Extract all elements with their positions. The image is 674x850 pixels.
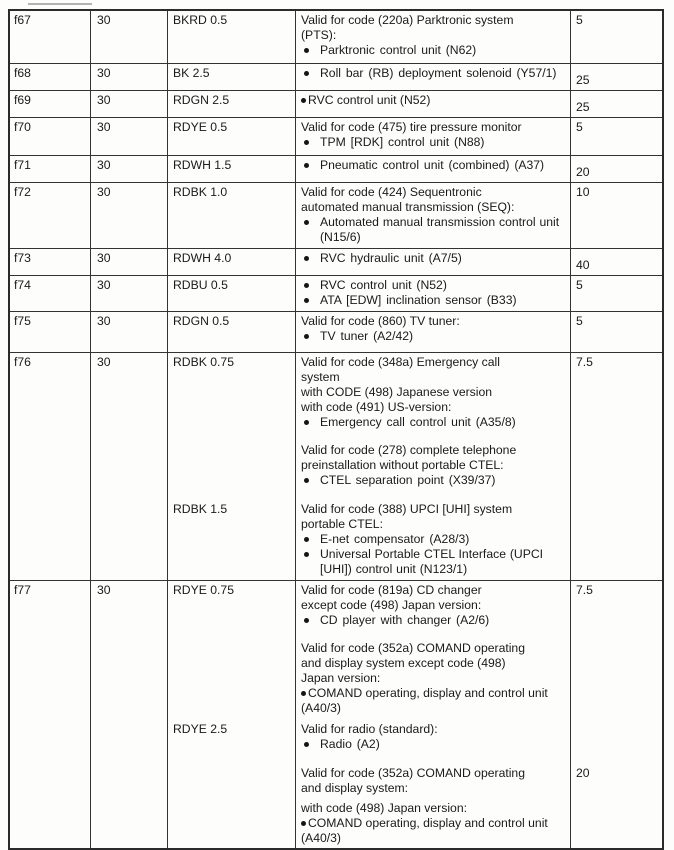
wire-code: RDWH 1.5 <box>173 158 232 172</box>
bullet-item <box>301 532 566 547</box>
bullet-text: TPM [RDK] control unit (N88) <box>320 135 485 149</box>
description-line: and display system: <box>301 781 409 795</box>
bullet-text: Automated manual transmission control unit (N15/6) <box>320 215 560 244</box>
description-line: Valid for code (475) tire pressure monitor <box>301 120 522 134</box>
bullet-item <box>301 329 566 344</box>
fuse-label: f69 <box>14 93 31 107</box>
fuse-cell <box>10 312 90 352</box>
bullet-item <box>301 415 566 430</box>
fuse-cell <box>10 249 90 275</box>
value-cell <box>570 353 662 500</box>
description-cell <box>295 183 570 248</box>
description-line: preinstallation without portable CTEL: <box>301 458 504 472</box>
amp-label: 30 <box>97 314 111 328</box>
description-line: (PTS): <box>301 28 337 42</box>
bullet-icon <box>304 742 309 747</box>
wire-code: RDBK 0.75 <box>173 355 234 369</box>
amp-cell <box>90 11 167 63</box>
amp-cell <box>90 118 167 155</box>
wire-sections <box>167 581 662 848</box>
description-cell <box>295 249 570 275</box>
wire-cell <box>167 353 295 500</box>
table-row <box>10 11 662 63</box>
description-cell <box>295 118 570 155</box>
value-label: 5 <box>576 314 583 328</box>
value-label: 5 <box>576 120 583 134</box>
amp-label: 30 <box>97 251 111 265</box>
amp-label: 30 <box>97 583 111 597</box>
fuse-label: f76 <box>14 355 31 369</box>
amp-label: 30 <box>97 158 111 172</box>
fuse-cell <box>10 353 90 580</box>
value-cell <box>570 720 662 764</box>
wire-code: RDYE 2.5 <box>173 722 228 736</box>
wire-code: RDBK 1.5 <box>173 502 228 516</box>
description-line: Valid for code (388) UPCI [UHI] system <box>301 502 513 516</box>
fuse-cell <box>10 183 90 248</box>
wire-sections <box>167 353 662 580</box>
wire-section <box>167 581 662 720</box>
amp-cell <box>90 249 167 275</box>
fuse-label: f75 <box>14 314 31 328</box>
value-label: 20 <box>576 766 590 780</box>
bullet-item <box>301 547 566 577</box>
wire-section <box>167 353 662 500</box>
description-cell <box>295 91 570 117</box>
table-row <box>10 117 662 155</box>
description-line: Valid for code (348a) Emergency call <box>301 355 500 369</box>
wire-cell <box>167 764 295 848</box>
bullet-text: COMAND operating, display and control unit <box>308 686 548 700</box>
description-line: Valid for code (220a) Parktronic system <box>301 13 514 27</box>
value-cell <box>570 64 662 90</box>
description-line: with CODE (498) Japanese version <box>301 385 493 399</box>
bullet-item <box>301 278 566 293</box>
bullet-text: Radio (A2) <box>320 737 380 751</box>
description-line: Japan version: <box>301 671 381 685</box>
bullet-icon <box>304 537 309 542</box>
description-cell <box>295 353 570 500</box>
wire-cell <box>167 156 295 182</box>
bullet-icon <box>304 478 309 483</box>
fuse-cell <box>10 64 90 90</box>
description-line: Valid for code (860) TV tuner: <box>301 314 460 328</box>
value-label: 40 <box>576 258 590 272</box>
bullet-text: CTEL separation point (X39/37) <box>320 473 496 487</box>
value-cell <box>570 276 662 311</box>
description-line: with code (491) US-version: <box>301 400 452 414</box>
amp-cell <box>90 312 167 352</box>
description-line: Valid for code (424) Sequentronic <box>301 185 482 199</box>
value-cell <box>570 500 662 580</box>
description-line: and display system except code (498) <box>301 656 506 670</box>
value-label: 5 <box>576 13 583 27</box>
description-line: with code (498) Japan version: <box>301 801 467 815</box>
table-row <box>10 90 662 117</box>
bullet-text: CD player with changer (A2/6) <box>320 613 490 627</box>
bullet-icon <box>304 163 309 168</box>
description-line: Valid for code (819a) CD changer <box>301 583 482 597</box>
fuse-cell <box>10 11 90 63</box>
bullet-item <box>301 251 566 266</box>
value-cell <box>570 156 662 182</box>
bullet-text: (A40/3) <box>301 831 341 845</box>
description-line: Valid for code (352a) COMAND operating <box>301 641 525 655</box>
value-cell <box>570 183 662 248</box>
wire-cell <box>167 312 295 352</box>
value-cell <box>570 581 662 720</box>
fuse-cell <box>10 581 90 848</box>
fuse-cell <box>10 156 90 182</box>
amp-label: 30 <box>97 66 111 80</box>
wire-code: RDBU 0.5 <box>173 278 228 292</box>
bullet-item <box>301 293 566 308</box>
wire-cell <box>167 720 295 764</box>
bullet-text: TV tuner (A2/42) <box>320 329 414 343</box>
scan-artifact <box>28 3 92 5</box>
description-cell <box>295 581 570 720</box>
description-cell <box>295 764 570 848</box>
table-row <box>10 63 662 90</box>
bullet-item <box>301 66 566 81</box>
fuse-label: f70 <box>14 120 31 134</box>
bullet-text: Roll bar (RB) deployment solenoid (Y57/1) <box>320 66 557 80</box>
description-line: portable CTEL: <box>301 517 383 531</box>
value-label: 5 <box>576 278 583 292</box>
description-cell <box>295 720 570 764</box>
bullet-icon <box>304 140 309 145</box>
spacer <box>301 430 566 443</box>
wire-cell <box>167 91 295 117</box>
bullet-icon <box>301 821 306 826</box>
amp-cell <box>90 276 167 311</box>
fuse-label: f73 <box>14 251 31 265</box>
wire-section <box>167 500 662 580</box>
description-cell <box>295 11 570 63</box>
fuse-cell <box>10 91 90 117</box>
bullet-icon <box>301 691 306 696</box>
value-label: 7.5 <box>576 355 593 369</box>
bullet-text: ATA [EDW] inclination sensor (B33) <box>320 293 517 307</box>
amp-label: 30 <box>97 120 111 134</box>
wire-code: RDGN 0.5 <box>173 314 230 328</box>
description-line: Valid for code (352a) COMAND operating <box>301 766 525 780</box>
amp-label: 30 <box>97 185 111 199</box>
value-cell <box>570 11 662 63</box>
wire-code: BK 2.5 <box>173 66 210 80</box>
fuse-label: f77 <box>14 583 31 597</box>
fuse-cell <box>10 276 90 311</box>
wire-cell <box>167 500 295 580</box>
wire-code: RDGN 2.5 <box>173 93 230 107</box>
value-cell <box>570 118 662 155</box>
amp-cell <box>90 183 167 248</box>
description-cell <box>295 64 570 90</box>
description-line: system <box>301 370 340 384</box>
bullet-text: E-net compensator (A28/3) <box>320 532 470 546</box>
value-label: 25 <box>576 100 590 114</box>
bullet-item <box>301 816 566 846</box>
bullet-text: RVC control unit (N52) <box>320 278 447 292</box>
bullet-icon <box>304 220 309 225</box>
value-cell <box>570 91 662 117</box>
table-row <box>10 248 662 275</box>
bullet-item <box>301 613 566 628</box>
description-cell <box>295 156 570 182</box>
bullet-item <box>301 135 566 150</box>
description-cell <box>295 312 570 352</box>
bullet-text: RVC control unit (N52) <box>308 93 431 107</box>
description-line: Valid for code (278) complete telephone <box>301 443 517 457</box>
amp-label: 30 <box>97 93 111 107</box>
bullet-text: RVC hydraulic unit (A7/5) <box>320 251 462 265</box>
bullet-item <box>301 158 566 173</box>
bullet-item <box>301 737 566 752</box>
bullet-icon <box>304 48 309 53</box>
description-line: Valid for radio (standard): <box>301 722 438 736</box>
bullet-text: (A40/3) <box>301 701 341 715</box>
amp-label: 30 <box>97 355 111 369</box>
value-label: 7.5 <box>576 583 593 597</box>
amp-cell <box>90 64 167 90</box>
bullet-item <box>301 215 566 245</box>
bullet-text: Universal Portable CTEL Interface (UPCI [UHI]) control unit (N123/1) <box>320 547 544 576</box>
fuse-cell <box>10 118 90 155</box>
fuse-label: f68 <box>14 66 31 80</box>
wire-cell <box>167 64 295 90</box>
bullet-icon <box>304 552 309 557</box>
amp-label: 30 <box>97 13 111 27</box>
table-row <box>10 580 662 848</box>
value-cell <box>570 312 662 352</box>
wire-code: RDWH 4.0 <box>173 251 232 265</box>
fuse-table <box>8 9 664 850</box>
bullet-text: Emergency call control unit (A35/8) <box>320 415 516 429</box>
table-row <box>10 182 662 248</box>
fuse-label: f67 <box>14 13 31 27</box>
table-row <box>10 275 662 311</box>
bullet-item <box>301 686 566 716</box>
wire-cell <box>167 183 295 248</box>
fuse-label: f72 <box>14 185 31 199</box>
value-label: 25 <box>576 73 590 87</box>
wire-code: RDYE 0.5 <box>173 120 228 134</box>
bullet-text: Parktronic control unit (N62) <box>320 43 477 57</box>
wire-code: RDYE 0.75 <box>173 583 234 597</box>
amp-cell <box>90 353 167 580</box>
wire-cell <box>167 249 295 275</box>
description-cell <box>295 500 570 580</box>
bullet-icon <box>304 618 309 623</box>
bullet-text: Pneumatic control unit (combined) (A37) <box>320 158 545 172</box>
wire-code: BKRD 0.5 <box>173 13 228 27</box>
wire-section <box>167 764 662 848</box>
bullet-icon <box>304 256 309 261</box>
value-label: 20 <box>576 165 590 179</box>
bullet-text: COMAND operating, display and control unit <box>308 816 548 830</box>
value-cell <box>570 764 662 848</box>
bullet-item <box>301 93 566 108</box>
amp-label: 30 <box>97 278 111 292</box>
description-line: except code (498) Japan version: <box>301 598 482 612</box>
table-row <box>10 155 662 182</box>
table-row <box>10 311 662 352</box>
description-cell <box>295 276 570 311</box>
amp-cell <box>90 581 167 848</box>
amp-cell <box>90 156 167 182</box>
bullet-icon <box>304 298 309 303</box>
bullet-item <box>301 43 566 58</box>
value-label: 10 <box>576 185 590 199</box>
bullet-icon <box>301 98 306 103</box>
spacer <box>301 628 566 641</box>
description-line: automated manual transmission (SEQ): <box>301 200 515 214</box>
wire-cell <box>167 118 295 155</box>
fuse-label: f71 <box>14 158 31 172</box>
wire-cell <box>167 581 295 720</box>
bullet-icon <box>304 71 309 76</box>
amp-cell <box>90 91 167 117</box>
bullet-icon <box>304 283 309 288</box>
fuse-label: f74 <box>14 278 31 292</box>
bullet-icon <box>304 334 309 339</box>
bullet-item <box>301 473 566 488</box>
bullet-icon <box>304 420 309 425</box>
wire-cell <box>167 11 295 63</box>
wire-cell <box>167 276 295 311</box>
table-row <box>10 352 662 580</box>
wire-section <box>167 720 662 764</box>
wire-code: RDBK 1.0 <box>173 185 228 199</box>
value-cell <box>570 249 662 275</box>
